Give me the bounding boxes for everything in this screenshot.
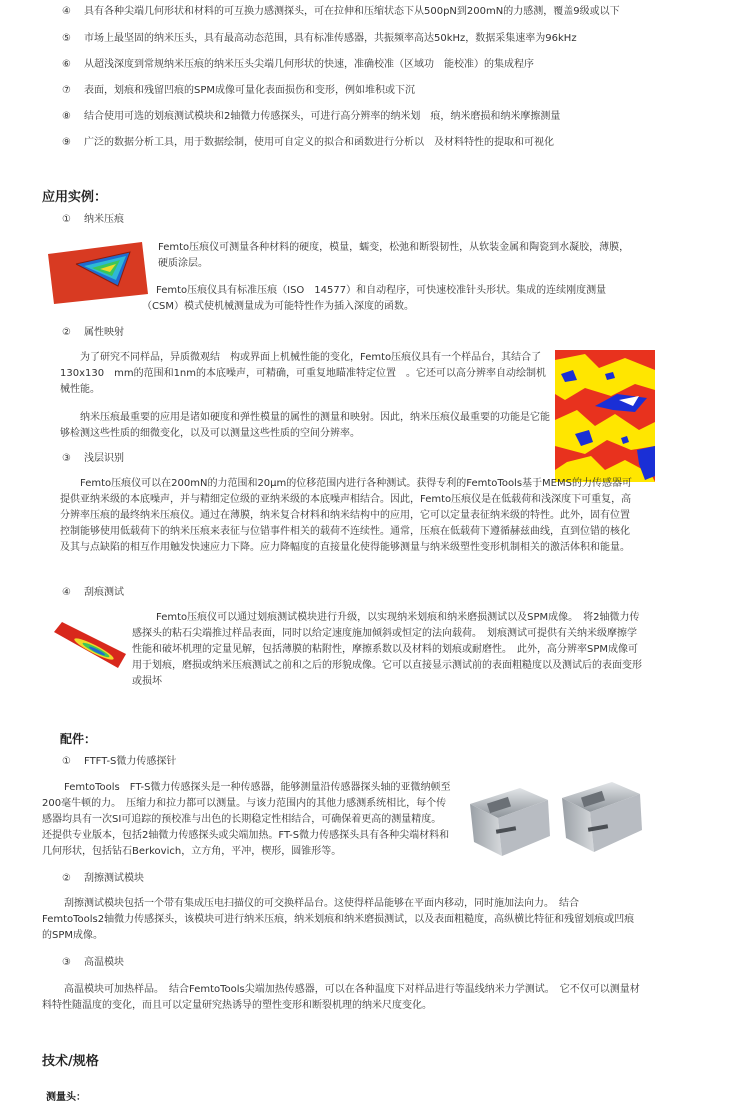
subsection-title: 刮痕测试: [84, 587, 124, 598]
subsection-number: ②: [62, 327, 71, 338]
scratch-module-paragraph: [42, 896, 640, 944]
feature-number: ⑤: [62, 33, 71, 44]
feature-number: ④: [62, 6, 71, 17]
mapping-text-2: 纳米压痕最重要的应用是诸如硬度和弹性模量的属性的测量和映射。因此，纳米压痕仪最重要的功能是它能够检测这些性质的细微变化，以及可以测量这些性质的空间分辨率。: [60, 412, 550, 439]
scratch-test-graphic: [54, 618, 126, 670]
feature-number: ⑨: [62, 137, 71, 148]
nanoindentation-text-1: Femto压痕仪可测量各种材料的硬度，模量，蠕变，松弛和断裂韧性，从软装金属和陶瓷到水凝胶，薄膜，硬质涂层。: [158, 242, 630, 269]
shallow-paragraph: [60, 476, 638, 556]
subsection-title-nanoindentation: [62, 213, 124, 227]
scratch-paragraph: [132, 610, 642, 690]
property-map-graphic: [555, 350, 655, 482]
feature-item: [62, 136, 554, 150]
sensor-paragraph: [42, 780, 452, 860]
feature-text: 从超浅深度到常规纳米压痕的纳米压头尖端几何形状的快速，准确校准（区域功 能校准）的集成程序: [84, 59, 534, 70]
mapping-paragraph-1: [60, 350, 554, 398]
feature-text: 表面，划痕和残留凹痕的SPM成像可量化表面损伤和变形，例如堆积或下沉: [84, 85, 416, 96]
subsection-number: ③: [62, 453, 71, 464]
scratch-test-image: [54, 618, 126, 670]
mapping-text-1: 为了研究不同样品，异质微观结 构或界面上机械性能的变化，Femto压痕仪具有一个样品台，其结合了130x130 mm的范围和1nm的本底噪声，可精确，可重复地瞄准特定位置 。它还可以高分辨率自动绘制机械性能。: [60, 352, 547, 395]
feature-text: 结合使用可选的划痕测试模块和2轴微力传感探头，可进行高分辨率的纳米划 痕，纳米磨损和纳米摩擦测量: [84, 111, 561, 122]
specs-subheading: 测量头：: [46, 1092, 86, 1103]
subsection-title: 高温模块: [84, 957, 124, 968]
subsection-number: ①: [62, 214, 71, 225]
shallow-text: Femto压痕仪可以在200mN的力范围和20μm的位移范围内进行各种测试。获得专利的FemtoTools基于MEMS的力传感器可提供亚纳米级的本底噪声，并与精细定位级的亚纳米级的本底噪声相结合。因此，Femto压痕仪是在低载荷和浅深度下可重复，高分辨率压痕的最终纳米压痕仪。通过在薄膜，纳米复合材料和纳米结构中的应用，它可以定量表征纳米级的特性。此外，固有位置控制能够使用低载荷下的纳米压痕来表征与位错事件相关的载荷不连续性。通常，压痕在低载荷下遵循赫兹曲线，直到位错的核化及其与点缺陷的相互作用触发快速应力下降。应力降幅度的直接量化使得能够测量与纳米级塑性变形机制相关的激活体积和能量。: [60, 478, 632, 553]
feature-number: ⑧: [62, 111, 71, 122]
subsection-number: ④: [62, 587, 71, 598]
feature-item: [62, 58, 534, 72]
heating-paragraph: [42, 982, 640, 1014]
feature-item: [62, 110, 560, 124]
sensor-text: FemtoTools FT-S微力传感探头是一种传感器，能够测量沿传感器探头轴的亚微纳顿至200毫牛顿的力。 压缩力和拉力都可以测量。与该力范围内的其他力感测系统相比，每个传感器均具有一次SI可追踪的预校准与出色的长期稳定性相结合，可确保着更高的测量精度。 还提供专业版本，包括2轴微力传感探头或尖端加热。FT-S微力传感探头具有各种尖端材料和几何形状，包括钻石Berkovich，立方角，平冲，楔形，圆锥形等。: [42, 782, 451, 857]
subsection-title: 纳米压痕: [84, 214, 124, 225]
subsection-title: FTFT-S微力传感探针: [84, 756, 177, 767]
scratch-text: Femto压痕仪可以通过划痕测试模块进行升级，以实现纳米划痕和纳米磨损测试以及SPM成像。 将2轴微力传感探头的粘石尖端推过样品表面，同时以给定速度施加倾斜或恒定的法向载荷。 划痕测试可提供有关纳米级摩擦学性能和破坏机理的定量见解，包括薄膜的粘附性，摩擦系数以及材料的划痕或耐磨性。 此外，高分辨率SPM成像可用于划痕，磨损或纳米压痕测试之前和之后的形貌成像。它可以直接显示测试前的表面粗糙度以及测试后的表面变形或损坏: [132, 612, 642, 687]
property-map-image: [555, 350, 655, 482]
section-heading-applications: 应用实例：: [42, 190, 108, 205]
feature-text: 市场上最坚固的纳米压头，具有最高动态范围，具有标准传感器，共振频率高达50kHz，数据采集速率为96kHz: [84, 33, 577, 44]
nanoindentation-paragraph-1: [158, 240, 636, 272]
subsection-title: 浅层识别: [84, 453, 124, 464]
feature-number: ⑦: [62, 85, 71, 96]
subsection-title: 刮擦测试模块: [84, 873, 144, 884]
probe-sensor-image: [462, 770, 650, 870]
feature-item: [62, 32, 577, 46]
subsection-number: ③: [62, 957, 71, 968]
subsection-number: ②: [62, 873, 71, 884]
subsection-title: 属性映射: [84, 327, 124, 338]
feature-text: 具有各种尖端几何形状和材料的可互换力感测探头，可在拉伸和压缩状态下从500pN到200mN的力感测，覆盖9级或以下: [84, 6, 620, 17]
subsection-title-scratch-module: [62, 872, 144, 886]
heating-text: 高温模块可加热样品。 结合FemtoTools尖端加热传感器，可以在各种温度下对样品进行等温线纳米力学测试。 它不仅可以测量材料特性随温度的变化，而且可以定量研究热诱导的塑性变形和断裂机理的纳米尺度变化。: [42, 984, 640, 1011]
scratch-module-text: 刮擦测试模块包括一个带有集成压电扫描仪的可交换样品台。这使得样品能够在平面内移动，同时施加法向力。 结合FemtoTools2轴微力传感探头，该模块可进行纳米压痕，纳米划痕和纳米磨损测试，以及表面粗糙度，高纵横比特征和残留划痕或凹痕的SPM成像。: [42, 898, 635, 941]
section-heading-specs: 技术/规格: [42, 1054, 99, 1069]
feature-item: [62, 5, 620, 19]
nanoindentation-paragraph-2: [142, 283, 634, 315]
subsection-title-shallow: [62, 452, 124, 466]
subsection-title-scratch: [62, 586, 124, 600]
section-heading-accessories: 配件：: [60, 732, 97, 746]
feature-item: [62, 84, 415, 98]
nanoindentation-text-2: Femto压痕仪具有标准压痕（ISO 14577）和自动程序，可快速校准针头形状。集成的连续刚度测量（CSM）模式使机械测量成为可能特性作为插入深度的函数。: [142, 285, 607, 312]
subsection-title-heating: [62, 956, 124, 970]
subsection-title-sensor: [62, 755, 176, 769]
mapping-paragraph-2: [60, 410, 554, 442]
subsection-title-mapping: [62, 326, 124, 340]
feature-text: 广泛的数据分析工具，用于数据绘制，使用可自定义的拟合和函数进行分析以 及材料特性的提取和可视化: [84, 137, 554, 148]
indentation-3d-image: [46, 240, 150, 306]
probe-sensors-graphic: [462, 770, 650, 870]
feature-number: ⑥: [62, 59, 71, 70]
indentation-3d-graphic: [46, 240, 150, 306]
subsection-number: ①: [62, 756, 71, 767]
